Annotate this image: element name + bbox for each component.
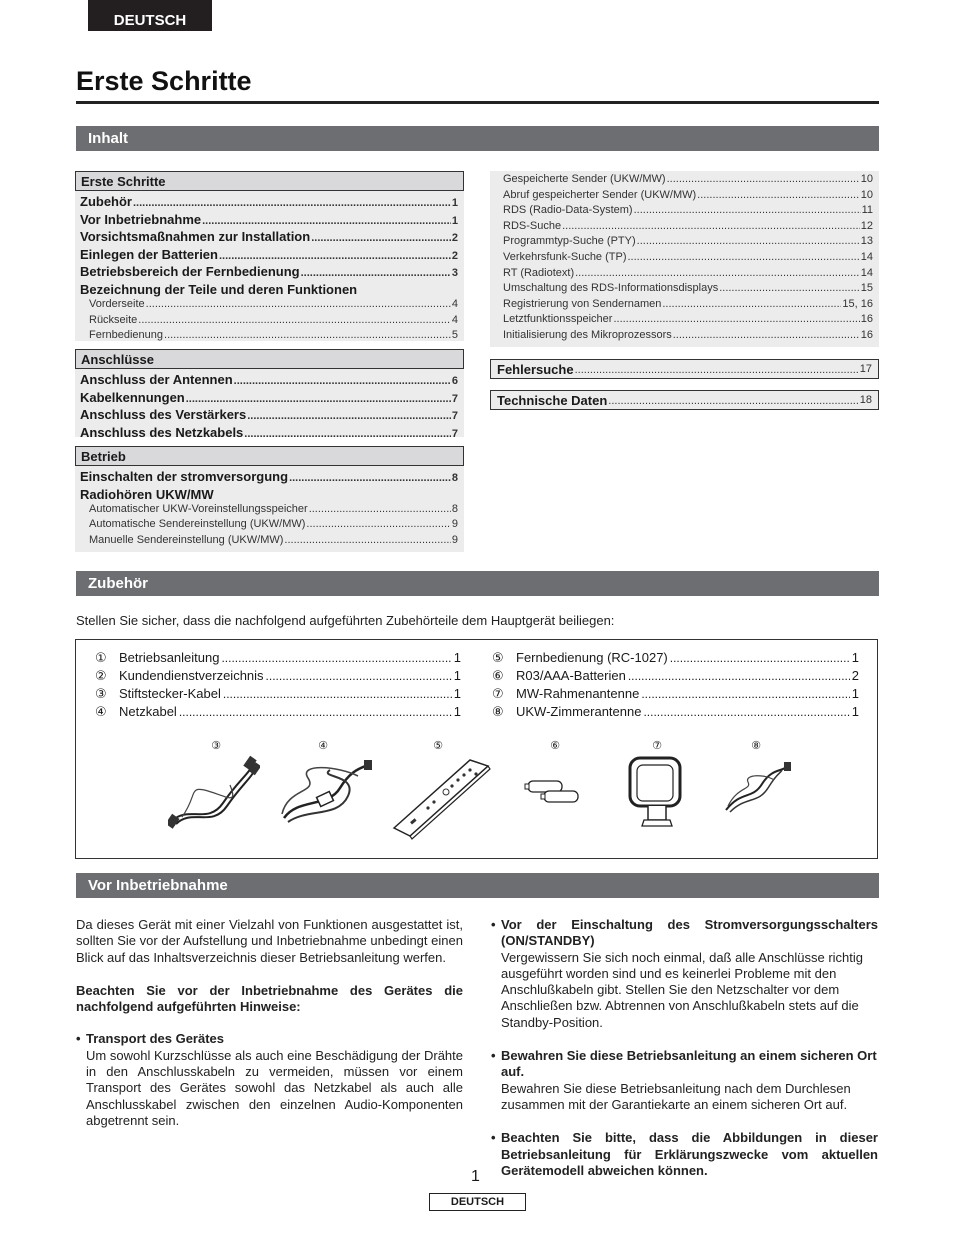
intro-paragraph: Da dieses Gerät mit einer Vielzahl von Funktionen ausgestattet ist, sollten Sie vor der Aufstellung und Inbetriebnahme unbedingt einen Blick auf das Inhaltsverzeichnis dieser Betriebsanleitung werfen. (76, 917, 463, 965)
toc-entry-label: Abruf gespeicherter Sender (UKW/MW) (503, 188, 697, 201)
leader-dots (138, 313, 451, 329)
body-column-left (76, 917, 463, 1129)
illustration-number: ③ (211, 740, 221, 752)
toc-entry-page: 4 (451, 297, 458, 310)
accessories-list-right (492, 649, 859, 721)
toc-list (75, 369, 464, 445)
section-header-vor-inbetriebnahme (76, 873, 879, 898)
footer-language-tab: DEUTSCH (429, 1193, 526, 1211)
bullet-einschaltung (491, 917, 878, 1031)
accessories-box (75, 639, 878, 859)
leader-dots (562, 219, 860, 235)
leader-dots (202, 212, 451, 230)
toc-entry-page: 1 (451, 214, 458, 227)
accessory-number: ⑦ (492, 686, 504, 701)
toc-entry-label: Betriebsbereich der Fernbedienung (80, 264, 300, 280)
toc-entry-page: 16 (860, 328, 873, 341)
toc-entry-label: RT (Radiotext) (503, 266, 575, 279)
leader-dots (637, 234, 860, 250)
accessory-label: Stiftstecker-Kabel (119, 686, 221, 701)
bullet-text: Vergewissern Sie sich noch einmal, daß alle Anschlüsse richtig ausgeführt worden sind und es keinerlei Probleme mit den Anschlußkabeln gibt. Stellen Sie den Netzschalter vor dem Anschließen bzw. Abtrennen von Anschlußkabeln stets auf die Standby-Position. (501, 949, 864, 1030)
toc-entry[interactable] (80, 194, 458, 212)
toc-entry-label: Letztfunktionsspeicher (503, 313, 613, 326)
toc-entry[interactable] (495, 266, 873, 282)
leader-dots (575, 360, 859, 378)
leader-dots (133, 194, 451, 212)
toc-entry-page: 18 (859, 394, 872, 406)
toc-entry-label: Manuelle Sendereinstellung (UKW/MW) (89, 533, 284, 546)
toc-entry-page: 14 (860, 250, 873, 263)
toc-entry[interactable] (80, 229, 458, 247)
toc-fehlersuche[interactable] (490, 359, 879, 379)
toc-entry[interactable] (80, 425, 458, 443)
leader-dots (628, 667, 850, 685)
toc-entry[interactable] (495, 203, 873, 219)
accessory-quantity: 2 (851, 668, 859, 683)
toc-entry[interactable] (80, 517, 458, 533)
accessory-quantity: 1 (453, 704, 461, 719)
accessory-number: ⑥ (492, 668, 504, 683)
toc-entry-page: 12 (860, 219, 873, 232)
accessory-label: MW-Rahmenantenne (516, 686, 640, 701)
toc-entry-page: 7 (451, 410, 458, 423)
bullet-title: Transport des Gerätes (86, 1031, 224, 1047)
bullet-title: Bewahren Sie diese Betriebsanleitung an einem sicheren Ort auf. (501, 1048, 877, 1080)
leader-dots (311, 229, 451, 247)
accessory-quantity: 1 (851, 650, 859, 665)
rca-cable-illustration (168, 755, 260, 830)
note-heading: Beachten Sie vor der Inbetriebnahme des Gerätes die nachfolgend aufgeführten Hinweise: (76, 982, 463, 1015)
illustration-number: ⑤ (433, 740, 443, 752)
leader-dots (628, 250, 860, 266)
bullet-abbildungen (491, 1130, 878, 1179)
bullet-title: Beachten Sie bitte, dass die Abbildungen in dieser Betriebsanleitung für Erklärungszwecke vom aktuellen Gerätemodell abweichen können. (501, 1130, 878, 1178)
toc-entry-label: Radiohören UKW/MW (80, 486, 214, 502)
illustration-number: ⑦ (652, 740, 662, 752)
leader-dots (667, 172, 860, 188)
toc-entry-label: Gespeicherte Sender (UKW/MW) (503, 173, 666, 185)
accessory-item (492, 685, 859, 703)
accessory-label: UKW-Zimmerantenne (516, 704, 642, 719)
toc-heading: Betrieb (75, 446, 464, 466)
toc-heading: Anschlüsse (75, 349, 464, 369)
toc-entry-page: 7 (451, 392, 458, 405)
leader-dots (223, 685, 452, 703)
leader-dots (613, 312, 859, 328)
toc-entry[interactable] (495, 234, 873, 250)
toc-entry-page: 2 (451, 249, 458, 262)
toc-entry[interactable] (80, 487, 458, 502)
accessories-list-left (95, 649, 461, 721)
illustration-number: ④ (318, 740, 328, 752)
accessory-quantity: 1 (453, 686, 461, 701)
toc-entry-page: 15 (860, 282, 873, 295)
accessory-quantity: 1 (851, 704, 859, 719)
section-title: Vor Inbetriebnahme (88, 877, 228, 894)
toc-entry[interactable] (495, 297, 873, 313)
leader-dots (575, 266, 860, 282)
toc-entry-page: 3 (451, 267, 458, 280)
leader-dots (221, 649, 451, 667)
toc-entry-label: RDS (Radio-Data-System) (503, 204, 633, 217)
bullet-transport (76, 1031, 463, 1129)
toc-entry-label: Zubehör (80, 194, 132, 209)
toc-entry-page: 14 (860, 266, 873, 279)
accessory-label: R03/AAA-Batterien (516, 668, 626, 683)
toc-entry-label: Rückseite (89, 313, 138, 326)
language-tab: DEUTSCH (88, 0, 212, 31)
remote-control-illustration (388, 756, 493, 840)
accessory-item (95, 667, 461, 685)
bullet-marker: • (491, 1130, 496, 1146)
toc-block-erste-schritte (75, 171, 464, 341)
section-title: Zubehör (88, 575, 148, 592)
accessory-label: Netzkabel (119, 704, 177, 719)
toc-entry-page: 1 (451, 197, 458, 209)
toc-entry[interactable] (80, 247, 458, 265)
leader-dots (179, 703, 452, 721)
page-number: 1 (471, 1168, 480, 1185)
leader-dots (266, 667, 452, 685)
accessory-item (492, 703, 859, 721)
toc-entry-label: Einlegen der Batterien (80, 246, 218, 262)
toc-entry-page: 16 (860, 313, 873, 326)
leader-dots (306, 517, 450, 533)
toc-entry[interactable] (80, 372, 458, 390)
accessory-quantity: 1 (453, 650, 461, 665)
toc-entry-page: 4 (451, 313, 458, 326)
illustration-number: ⑥ (550, 740, 560, 752)
toc-entry[interactable] (80, 212, 458, 230)
toc-entry-label: Einschalten der stromversorgung (80, 469, 289, 484)
accessory-item (492, 667, 859, 685)
toc-entry-page: 9 (451, 518, 458, 531)
toc-entry-page: 10 (860, 188, 873, 201)
leader-dots (697, 188, 860, 204)
toc-entry-label: Initialisierung des Mikroprozessors (503, 328, 672, 341)
bullet-marker: • (76, 1031, 81, 1047)
leader-dots (670, 649, 850, 667)
accessory-label: Kundendienstverzeichnis (119, 668, 264, 683)
toc-entry[interactable] (80, 264, 458, 282)
toc-entry[interactable] (80, 282, 458, 297)
toc-entry[interactable] (80, 533, 458, 549)
leader-dots (309, 502, 451, 518)
toc-entry-label: Anschluss der Antennen (80, 372, 233, 387)
toc-heading: Erste Schritte (75, 171, 464, 191)
toc-entry[interactable] (80, 328, 458, 344)
toc-entry-label: Anschluss des Netzkabels (80, 424, 244, 440)
toc-entry-label: Registrierung von Sendernamen (503, 297, 662, 310)
toc-entry-label: Technische Daten (497, 392, 608, 408)
toc-entry-label: Vor Inbetriebnahme (80, 211, 202, 227)
toc-entry-label: Umschaltung des RDS-Informationsdisplays (503, 282, 719, 295)
leader-dots (643, 703, 849, 721)
bullet-marker: • (491, 917, 496, 932)
accessory-number: ① (95, 650, 107, 665)
toc-entry[interactable] (495, 250, 873, 266)
leader-dots (301, 264, 451, 282)
accessory-label: Fernbedienung (RC-1027) (516, 650, 668, 665)
bullet-title: Vor der Einschaltung des Stromversorgungsschalters (ON/STANDBY) (501, 917, 878, 949)
toc-entry[interactable] (80, 502, 458, 518)
accessory-quantity: 1 (851, 686, 859, 701)
toc-entry-page: 8 (451, 502, 458, 515)
toc-entry[interactable] (80, 313, 458, 329)
toc-entry[interactable] (495, 172, 873, 188)
toc-block-anschluesse (75, 349, 464, 440)
body-column-right (491, 917, 878, 1179)
toc-entry-page: 5 (451, 329, 458, 342)
toc-block-betrieb (75, 446, 464, 552)
toc-entry[interactable] (495, 328, 873, 344)
toc-entry-label: Vorsichtsmaßnahmen zur Installation (80, 229, 311, 245)
accessory-number: ⑧ (492, 704, 504, 719)
toc-entry-page: 10 (860, 173, 873, 185)
toc-entry-label: Kabelkennungen (80, 389, 185, 405)
toc-entry-label: Vorderseite (89, 297, 145, 310)
toc-entry[interactable] (80, 297, 458, 313)
toc-entry-page: 2 (451, 232, 458, 245)
bullet-marker: • (491, 1048, 496, 1064)
toc-entry-page: 9 (451, 533, 458, 546)
toc-entry-page: 11 (861, 204, 873, 217)
accessory-item (95, 649, 461, 667)
page-title: Erste Schritte (76, 66, 252, 96)
toc-entry-page: 7 (451, 427, 458, 440)
leader-dots (284, 533, 450, 549)
section-title: Inhalt (88, 130, 128, 147)
toc-entry[interactable] (80, 469, 458, 487)
toc-entry-label: Anschluss des Verstärkers (80, 407, 247, 423)
toc-block-continued (490, 171, 879, 347)
leader-dots (244, 425, 451, 443)
toc-entry[interactable] (495, 219, 873, 235)
accessory-number: ③ (95, 686, 107, 701)
toc-list (490, 171, 879, 347)
accessory-number: ② (95, 668, 107, 683)
leader-dots (641, 685, 849, 703)
leader-dots (186, 390, 451, 408)
bullet-text: Um sowohl Kurzschlüsse als auch eine Beschädigung der Drähte in den Anschlusskabeln zu vermeiden, müssen vor einem Transport des Gerätes sowohl das Netzkabel als auch alle Anschlusskabel zwischen den einzelnen Audio-Komponenten abgetrennt sein. (86, 1047, 463, 1128)
accessory-label: Betriebsanleitung (119, 650, 220, 665)
batteries-illustration (524, 778, 584, 808)
toc-entry-label: Programmtyp-Suche (PTY) (503, 235, 636, 248)
leader-dots (634, 203, 861, 219)
toc-entry[interactable] (80, 390, 458, 408)
leader-dots (719, 281, 860, 297)
fm-indoor-antenna-illustration (722, 760, 794, 816)
bullet-bewahren (491, 1048, 878, 1113)
toc-entry-page: 8 (451, 472, 458, 484)
toc-entry[interactable] (495, 312, 873, 328)
accessory-item (95, 703, 461, 721)
am-loop-antenna-illustration (626, 754, 686, 830)
toc-entry[interactable] (495, 281, 873, 297)
toc-entry[interactable] (495, 188, 873, 204)
toc-entry-label: RDS-Suche (503, 219, 562, 232)
toc-technische-daten[interactable] (490, 390, 879, 410)
leader-dots (219, 247, 451, 265)
toc-entry-label: Fernbedienung (89, 329, 164, 342)
bullet-text: Bewahren Sie diese Betriebsanleitung nach dem Durchlesen zusammen mit der Garantiekarte an einem sicheren Ort auf. (501, 1080, 851, 1112)
leader-dots (164, 328, 451, 344)
zubehoer-intro: Stellen Sie sicher, dass die nachfolgend aufgeführten Zubehörteile dem Hauptgerät beiliegen: (76, 613, 615, 628)
section-header-zubehoer (76, 571, 879, 596)
leader-dots (289, 469, 451, 487)
accessory-item (95, 685, 461, 703)
leader-dots (608, 391, 858, 409)
accessory-number: ⑤ (492, 650, 504, 665)
leader-dots (673, 328, 860, 344)
toc-entry[interactable] (80, 407, 458, 425)
accessory-number: ④ (95, 704, 107, 719)
toc-entry-page: 13 (860, 235, 873, 248)
title-rule (76, 101, 879, 104)
toc-list (75, 191, 464, 347)
accessory-item (492, 649, 859, 667)
toc-entry-label: Verkehrsfunk-Suche (TP) (503, 250, 627, 263)
leader-dots (247, 407, 451, 425)
section-header-inhalt (76, 126, 879, 151)
toc-entry-label: Fehlersuche (497, 361, 574, 377)
leader-dots (234, 372, 451, 390)
toc-entry-label: Automatischer UKW-Voreinstellungsspeicher (89, 502, 308, 515)
power-cord-illustration (278, 758, 376, 828)
toc-list (75, 466, 464, 551)
toc-entry-page: 15, 16 (842, 297, 873, 310)
accessory-quantity: 1 (453, 668, 461, 683)
toc-entry-page: 17 (859, 363, 872, 375)
toc-entry-page: 6 (451, 375, 458, 387)
illustration-number: ⑧ (751, 740, 761, 752)
toc-entry-label: Bezeichnung der Teile und deren Funktionen (80, 281, 358, 297)
leader-dots (662, 297, 841, 313)
leader-dots (146, 297, 451, 313)
toc-entry-label: Automatische Sendereinstellung (UKW/MW) (89, 518, 306, 531)
